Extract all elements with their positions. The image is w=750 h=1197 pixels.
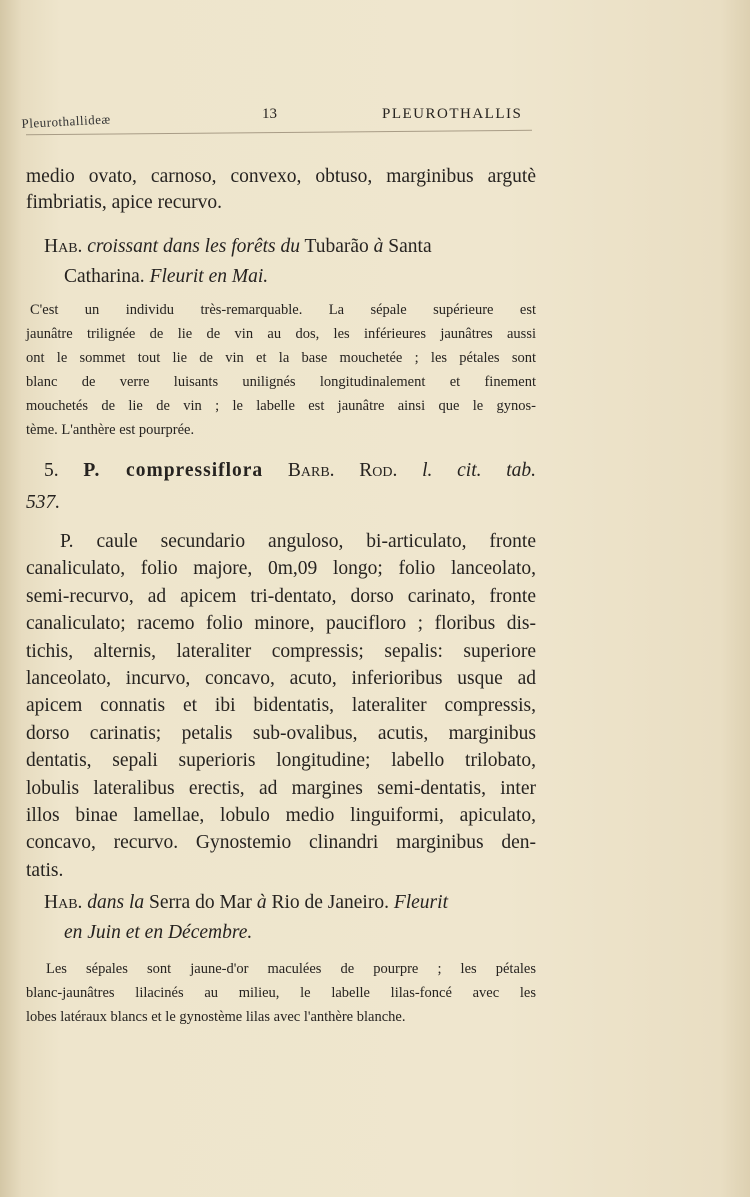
locality: Rio de Janeiro. bbox=[271, 892, 389, 913]
locality: Santa bbox=[388, 236, 432, 257]
species-plate-line bbox=[26, 487, 536, 519]
description-line: dorso carinatis; petalis sub-ovalibus, acutis, marginibus bbox=[26, 722, 536, 744]
description-line: illos binae lamellae, lobulo medio linguiformi, apiculato, bbox=[26, 805, 536, 827]
description-line: dentatis, sepali superioris longitudine; labello trilobato, bbox=[26, 750, 536, 772]
habitat-label: Hab. bbox=[44, 892, 83, 913]
locality: Serra do Mar bbox=[149, 892, 252, 913]
description-line: lanceolato, incurvo, concavo, acuto, inferioribus usque ad bbox=[26, 668, 536, 690]
species-name: P. compressiflora bbox=[83, 460, 264, 481]
note-1 bbox=[26, 298, 536, 442]
habitat-text: dans la bbox=[87, 892, 145, 913]
page-header bbox=[22, 106, 542, 140]
running-head-left: Pleurothallideæ bbox=[21, 111, 111, 132]
note-line: tème. L'anthère est pourprée. bbox=[26, 422, 195, 438]
note-2 bbox=[26, 957, 536, 1029]
flowering-text: Fleurit bbox=[393, 892, 448, 913]
habitat-label: Hab. bbox=[44, 236, 83, 257]
flowering-text: Fleurit en Mai. bbox=[149, 266, 269, 287]
flowering-text: en Juin et en Décembre. bbox=[64, 922, 253, 943]
note-line: lobes latéraux blancs et le gynostème lilas avec l'anthère blanche. bbox=[26, 1009, 406, 1025]
description-line: tatis. bbox=[26, 859, 64, 881]
locality: Catharina. bbox=[64, 266, 145, 287]
note-line: mouchetés de lie de vin ; le labelle est jaunâtre ainsi que le gynos- bbox=[26, 398, 536, 414]
text-line: fimbriatis, apice recurvo. bbox=[26, 192, 222, 213]
description-line: semi-recurvo, ad apicem tri-dentato, dorso carinato, fronte bbox=[26, 585, 536, 607]
description-line: canaliculato, folio majore, 0m,09 longo; folio lanceolato, bbox=[26, 558, 536, 580]
note-line: ont le sommet tout lie de vin et la base mouchetée ; les pétales sont bbox=[26, 350, 536, 366]
species-heading bbox=[44, 455, 536, 487]
locality: Tubarão bbox=[304, 236, 369, 257]
species-author: Barb. Rod. bbox=[287, 460, 398, 481]
habitat-text: à bbox=[256, 892, 267, 913]
latin-description bbox=[26, 528, 536, 884]
habitat-1 bbox=[44, 232, 539, 292]
note-line: blanc-jaunâtres lilacinés au milieu, le labelle lilas-foncé avec les bbox=[26, 985, 536, 1001]
species-plate: 537. bbox=[26, 492, 61, 513]
running-head-right: PLEUROTHALLIS bbox=[382, 106, 523, 122]
habitat-2 bbox=[44, 888, 539, 948]
species-number: 5. bbox=[44, 460, 59, 481]
description-line: apicem connatis et ibi bidentatis, lateraliter compressis, bbox=[26, 695, 536, 717]
habitat-text: à bbox=[373, 236, 384, 257]
habitat-text: croissant dans les forêts du bbox=[87, 236, 300, 257]
description-line: canaliculato; racemo folio minore, paucifloro ; floribus dis- bbox=[26, 613, 536, 635]
species-reference: l. cit. tab. bbox=[422, 460, 536, 481]
text-line: medio ovato, carnoso, convexo, obtuso, marginibus argutè bbox=[26, 166, 536, 187]
page-number: 13 bbox=[262, 106, 277, 122]
note-line: jaunâtre trilignée de lie de vin au dos, les inférieures jaunâtres aussi bbox=[26, 326, 536, 342]
description-line: lobulis lateralibus erectis, ad margines semi-dentatis, inter bbox=[26, 777, 536, 799]
description-line: tichis, alternis, lateraliter compressis; sepalis: superiore bbox=[26, 640, 536, 662]
note-line: blanc de verre luisants unilignés longitudinalement et finement bbox=[26, 374, 536, 390]
note-line: Les sépales sont jaune-d'or maculées de pourpre ; les pétales bbox=[46, 961, 536, 977]
paragraph-continuation bbox=[26, 164, 536, 216]
description-line: P. caule secundario anguloso, bi-articulato, fronte bbox=[60, 531, 536, 552]
description-line: concavo, recurvo. Gynostemio clinandri marginibus den- bbox=[26, 832, 536, 854]
note-line: C'est un individu très-remarquable. La sépale supérieure est bbox=[30, 302, 536, 318]
